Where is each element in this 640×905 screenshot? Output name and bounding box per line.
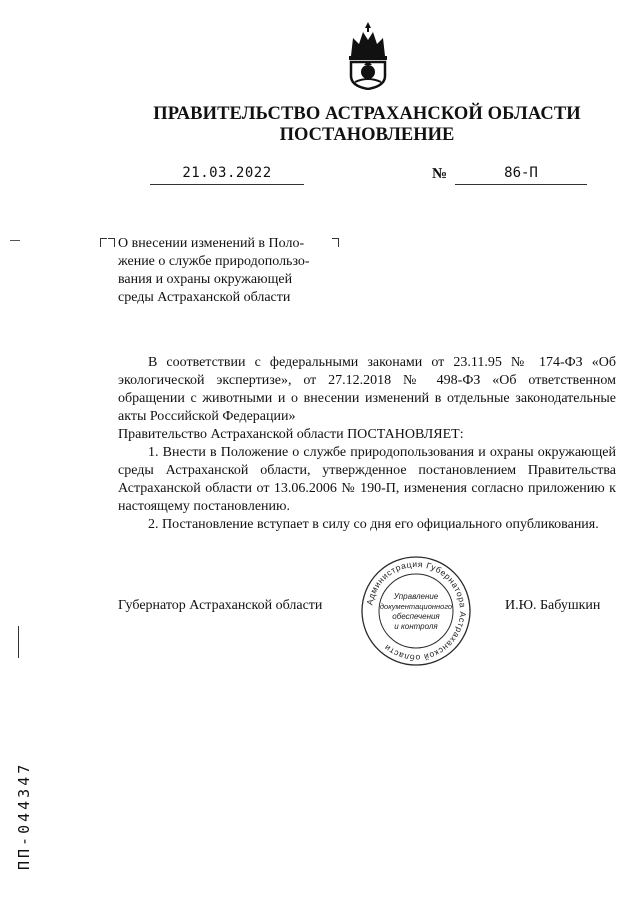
subject-corner-left [100,238,107,247]
document-date: 21.03.2022 [182,165,272,181]
document-number: 86-П [504,165,538,181]
stamp-ring-text: Администрация Губернатора Астраханской области [364,558,469,664]
margin-mark [18,626,19,658]
stamp-line: обеспечения [392,612,440,621]
subject-line: жение о службе природопользо- [118,254,310,269]
body-paragraph: 1. Внести в Положение о службе природопользования и охраны окружающей среды Астраханской области, утвержденное постановлением Правительства Астраханской области от 13.06.2006 № 190-П, изменения согласно приложению к настоящему постановлению. [118,445,616,514]
government-title: ПРАВИТЕЛЬСТВО АСТРАХАНСКОЙ ОБЛАСТИ [153,104,581,124]
signatory-title: Губернатор Астраханской области [118,598,323,613]
official-stamp [360,555,472,667]
subject-line: вания и охраны окружающей [118,272,293,287]
decree-body [118,354,616,534]
number-underline [455,184,587,185]
subject-line: среды Астраханской области [118,290,291,305]
document-type-title: ПОСТАНОВЛЕНИЕ [279,125,455,145]
stamp-line: и контроля [394,622,438,631]
margin-mark [10,240,20,241]
body-paragraph: В соответствии с федеральными законами от 23.11.95 № 174-ФЗ «Об экологической экспертизе», от 27.12.2018 № 498-ФЗ «Об ответственном обращении с животными и о внесении изменений в отдельные законодательные акты Российской Федерации» [118,355,616,424]
subject-corner-left-inner [108,238,115,247]
stamp-line: документационного [379,602,453,611]
number-sign: № [432,166,448,182]
stamp-line: Управление [393,592,439,601]
body-paragraph: Правительство Астраханской области ПОСТАНОВЛЯЕТ: [118,427,464,442]
decree-subject [118,235,338,307]
serial-number: ПП-044347 [15,761,33,870]
signatory-name: И.Ю. Бабушкин [505,598,601,613]
coat-of-arms-icon [343,20,393,90]
body-paragraph: 2. Постановление вступает в силу со дня его официального опубликования. [148,517,599,532]
date-underline [150,184,304,185]
subject-line: О внесении изменений в Поло- [118,236,305,251]
